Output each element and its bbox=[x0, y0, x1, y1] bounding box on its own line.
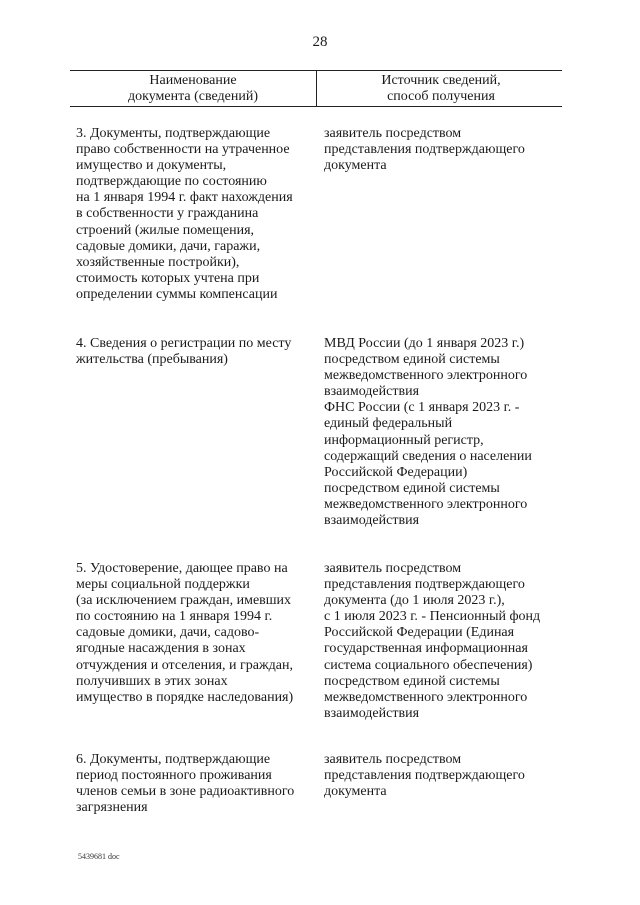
column-header-document: Наименование документа (сведений) bbox=[127, 73, 259, 104]
document-file-code: 5439681 doc bbox=[78, 852, 120, 861]
table-row-3-document: 3. Документы, подтверждающие право собственности на утраченное имущество и документы, подтверждающие по состоянию на 1 января 1994 г. факт нахождения в собственности у гражданина строений (жилые помещения, садовые домики, дачи, гаражи, хозяйственные постройки), стоимость которых учтена при определении суммы компенсации bbox=[76, 126, 293, 302]
page-number: 28 bbox=[312, 34, 328, 50]
column-header-source: Источник сведений, способ получения bbox=[381, 73, 501, 104]
table-row-6-document: 6. Документы, подтверждающие период постоянного проживания членов семьи в зоне радиоактивного загрязнения bbox=[76, 752, 295, 816]
table-row-5-document: 5. Удостоверение, дающее право на меры социальной поддержки (за исключением граждан, имевших по состоянию на 1 января 1994 г. садовые домики, дачи, садово- ягодные насаждения в зонах отчуждения и отселения, и граждан, получивших в этих зонах имущество в порядке наследования) bbox=[76, 561, 294, 705]
table-row-4-source: МВД России (до 1 января 2023 г.) посредством единой системы межведомственного электронного взаимодействия ФНС России (с 1 января 2023 г. - единый федеральный информационный регистр, содержащий сведения о населении Российской Федерации) посредством единой системы межведомственного электронного взаимодействия bbox=[324, 336, 532, 529]
table-row-6-source: заявитель посредством представления подтверждающего документа bbox=[324, 752, 525, 800]
table-header-bottom-rule bbox=[70, 106, 562, 107]
table-row-4-document: 4. Сведения о регистрации по месту жительства (пребывания) bbox=[76, 336, 292, 368]
header-column-divider bbox=[316, 70, 317, 106]
table-row-3-source: заявитель посредством представления подтверждающего документа bbox=[324, 126, 525, 174]
table-row-5-source: заявитель посредством представления подтверждающего документа (до 1 июля 2023 г.), с 1 июля 2023 г. - Пенсионный фонд Российской Федерации (Единая государственная информационная система социального обеспечения) посредством единой системы межведомственного электронного взаимодействия bbox=[324, 561, 541, 721]
